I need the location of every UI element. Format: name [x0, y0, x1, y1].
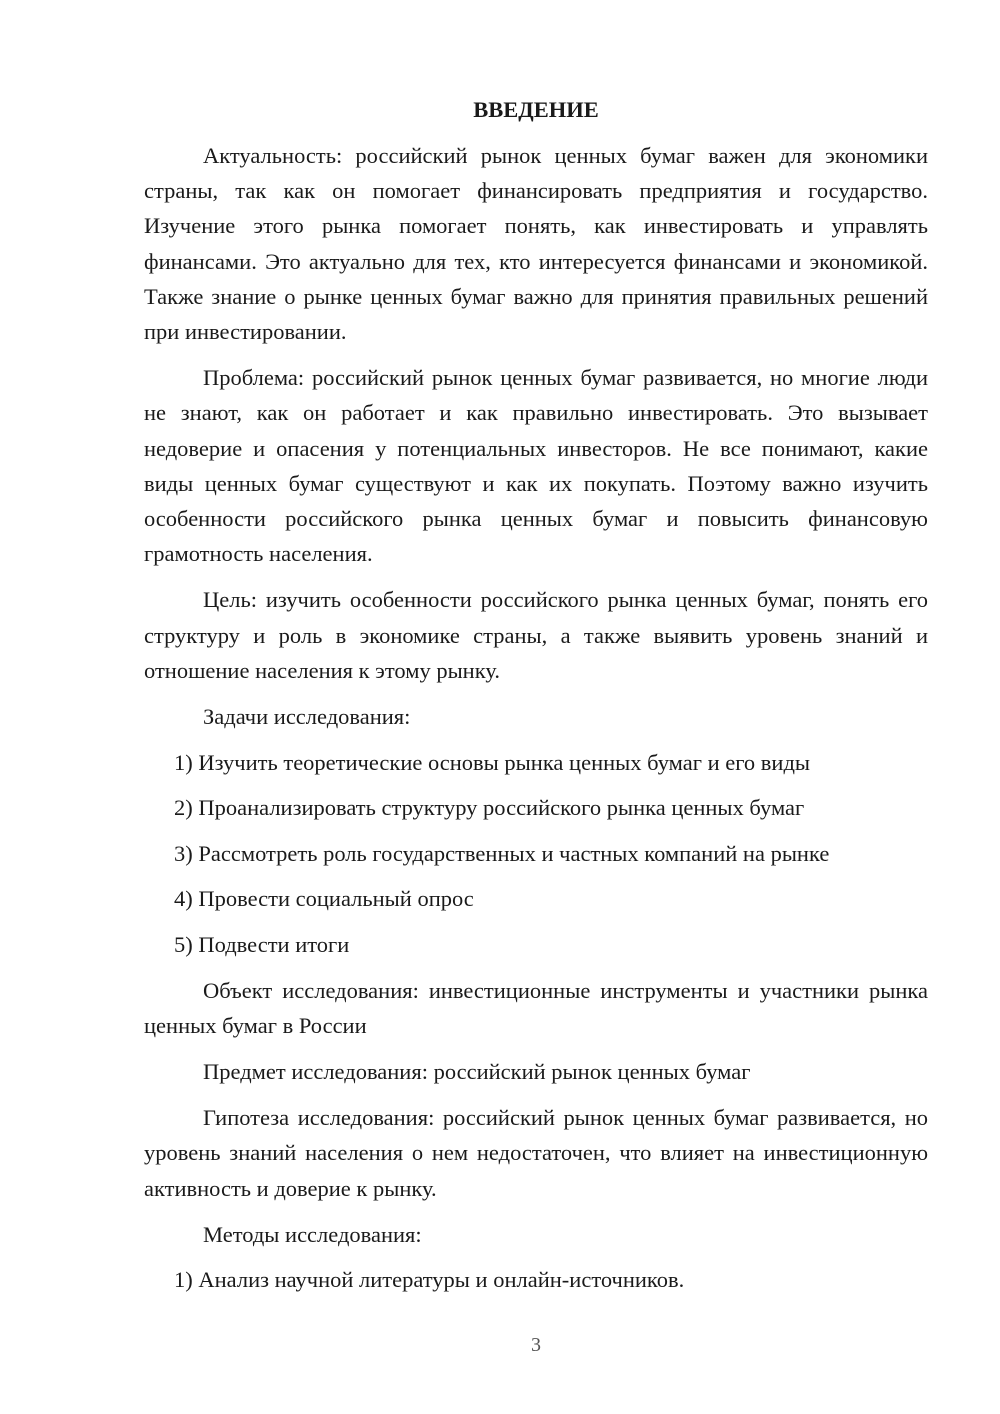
document-page: [144, 92, 928, 1308]
task-item: 3) Рассмотреть роль государственных и частных компаний на рынке: [174, 840, 830, 866]
method-item: 1) Анализ научной литературы и онлайн-источников.: [174, 1267, 685, 1293]
subject-paragraph: Предмет исследования: российский рынок ценных бумаг: [203, 1059, 751, 1085]
task-item: 5) Подвести итоги: [174, 932, 350, 958]
goal-paragraph: Цель: изучить особенности российского рынка ценных бумаг, понять его структуру и роль в экономике страны, а также выявить уровень знаний и отношение населения к этому рынку.: [144, 587, 928, 683]
task-item: 4) Провести социальный опрос: [174, 886, 474, 912]
relevance-paragraph: Актуальность: российский рынок ценных бумаг важен для экономики страны, так как он помогает финансировать предприятия и государство. Изучение этого рынка помогает понять, как инвестировать и управлять финансами. Это актуально для тех, кто интересуется финансами и экономикой. Также знание о рынке ценных бумаг важно для принятия правильных решений при инвестировании.: [144, 143, 928, 345]
problem-paragraph: Проблема: российский рынок ценных бумаг развивается, но многие люди не знают, как он работает и как правильно инвестировать. Это вызывает недоверие и опасения у потенциальных инвесторов. Не все понимают, какие виды ценных бумаг существуют и как их покупать. Поэтому важно изучить особенности российского рынка ценных бумаг и повысить финансовую грамотность населения.: [144, 365, 928, 567]
tasks-heading: Задачи исследования:: [203, 704, 411, 730]
task-item: 1) Изучить теоретические основы рынка ценных бумаг и его виды: [174, 749, 811, 775]
tasks-list: [144, 745, 928, 963]
methods-list: [144, 1262, 928, 1297]
page-number: 3: [531, 1334, 541, 1356]
methods-heading: Методы исследования:: [203, 1221, 422, 1247]
object-paragraph: Объект исследования: инвестиционные инструменты и участники рынка ценных бумаг в России: [144, 977, 928, 1038]
section-title: ВВЕДЕНИЕ: [473, 97, 599, 122]
task-item: 2) Проанализировать структуру российского рынка ценных бумаг: [174, 795, 805, 821]
hypothesis-paragraph: Гипотеза исследования: российский рынок ценных бумаг развивается, но уровень знаний населения о нем недостаточен, что влияет на инвестиционную активность и доверие к рынку.: [144, 1105, 928, 1201]
